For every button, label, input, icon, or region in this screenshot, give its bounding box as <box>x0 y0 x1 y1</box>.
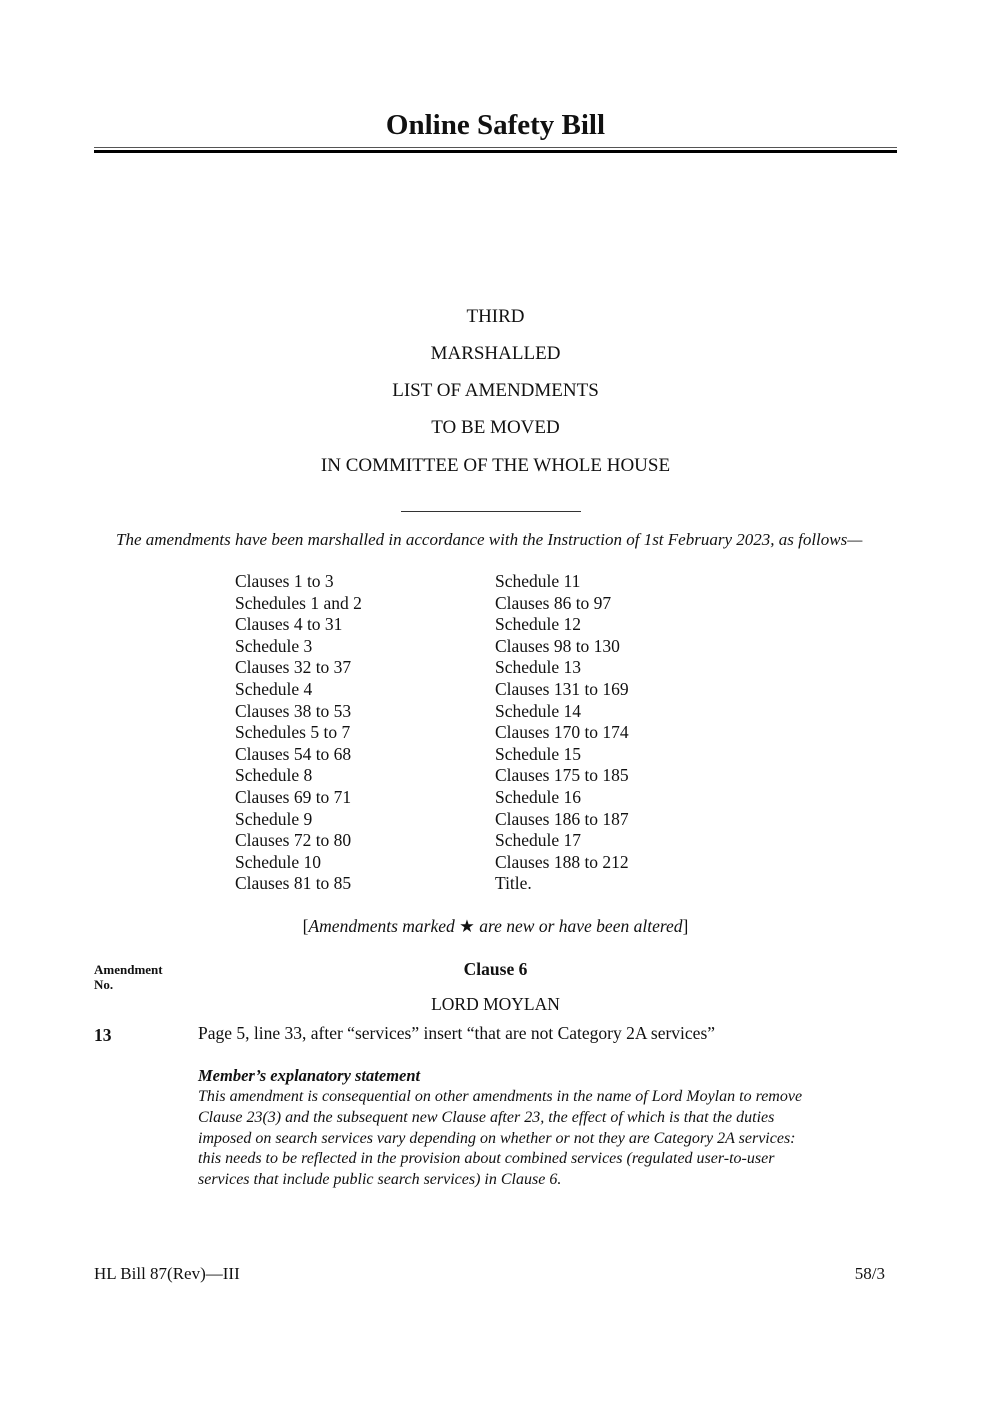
order-list-item: Clauses 81 to 85 <box>235 873 352 894</box>
statement-line: Clause 23(3) and the subsequent new Clause after 23, the effect of which is that the duties <box>198 1108 775 1126</box>
member-name: LORD MOYLAN <box>431 994 560 1014</box>
star-note-close-bracket: ] <box>682 916 689 936</box>
star-note <box>94 915 897 937</box>
order-list-item: Schedules 1 and 2 <box>235 592 362 613</box>
order-list-item: Schedule 11 <box>495 571 581 591</box>
order-list-item: Schedule 14 <box>495 700 582 721</box>
heading-line-marshalled: MARSHALLED <box>430 343 561 364</box>
amendment-label-line1: Amendment <box>94 962 163 977</box>
order-list-item: Clauses 54 to 68 <box>235 743 352 764</box>
order-list-item: Schedule 17 <box>495 830 582 851</box>
title-rule-thick <box>94 150 897 153</box>
order-list-left-column <box>235 571 362 895</box>
amendment-number: 13 <box>94 1025 112 1045</box>
order-list-item: Schedule 10 <box>235 851 322 872</box>
explanatory-statement-body <box>198 1087 898 1191</box>
star-note-text-after: are new or have been altered <box>474 916 683 936</box>
order-list-item: Clauses 38 to 53 <box>235 700 352 721</box>
statement-line: This amendment is consequential on other amendments in the name of Lord Moylan to remove <box>198 1088 803 1105</box>
explanatory-statement-heading: Member’s explanatory statement <box>198 1066 421 1085</box>
order-list-item: Clauses 32 to 37 <box>235 657 352 678</box>
heading-line-third: THIRD <box>466 306 525 327</box>
statement-line: this needs to be reflected in the provision about combined services (regulated user-to-user <box>198 1150 775 1168</box>
footer-bill-reference: HL Bill 87(Rev)—III <box>94 1264 240 1283</box>
order-list-item: Clauses 188 to 212 <box>495 851 629 872</box>
order-list-item: Clauses 131 to 169 <box>495 678 629 699</box>
order-list-item: Schedule 12 <box>495 614 582 635</box>
order-list-item: Schedule 13 <box>495 657 582 678</box>
order-list-item: Schedule 15 <box>495 743 582 764</box>
order-list-item: Schedule 9 <box>235 808 313 829</box>
order-list-item: Clauses 69 to 71 <box>235 786 352 807</box>
star-icon: ★ <box>459 916 475 936</box>
order-list-item: Schedule 4 <box>235 678 313 699</box>
marshalling-intro-text: The amendments have been marshalled in accordance with the Instruction of 1st February 2023, as follows— <box>116 530 863 549</box>
order-list-item: Clauses 186 to 187 <box>495 808 629 829</box>
order-list-item: Schedules 5 to 7 <box>235 722 351 743</box>
order-list-item: Schedule 16 <box>495 786 582 807</box>
marshalling-intro <box>94 529 897 550</box>
order-list-item: Clauses 1 to 3 <box>235 571 334 591</box>
order-list-right-column <box>495 571 629 895</box>
heading-line-list-of-amendments: LIST OF AMENDMENTS <box>392 380 599 401</box>
footer-page-reference: 58/3 <box>854 1264 885 1283</box>
statement-line: imposed on search services vary depending on whether or not they are Category 2A services: <box>198 1129 796 1147</box>
heading-line-committee: IN COMMITTEE OF THE WHOLE HOUSE <box>320 455 671 476</box>
order-list-item: Clauses 98 to 130 <box>495 635 620 656</box>
order-list-item: Clauses 72 to 80 <box>235 830 352 851</box>
star-note-text-before: Amendments marked <box>308 916 460 936</box>
title-rule-thin <box>94 147 897 148</box>
statement-line: services that include public search services) in Clause 6. <box>198 1171 562 1189</box>
order-list-item: Schedule 3 <box>235 635 313 656</box>
star-note-open-bracket: [ <box>302 916 309 936</box>
order-list-item: Clauses 170 to 174 <box>495 722 629 743</box>
heading-line-to-be-moved: TO BE MOVED <box>431 417 560 438</box>
clause-heading: Clause 6 <box>463 959 528 979</box>
document-title: Online Safety Bill <box>385 109 606 141</box>
amendment-text: Page 5, line 33, after “services” insert “that are not Category 2A services” <box>198 1023 716 1043</box>
order-list-item: Title. <box>495 873 532 894</box>
order-list-item: Clauses 86 to 97 <box>495 592 612 613</box>
amendment-label-line2: No. <box>94 977 114 992</box>
section-divider <box>401 511 581 512</box>
order-list-item: Clauses 4 to 31 <box>235 614 343 635</box>
order-list-item: Clauses 175 to 185 <box>495 765 629 786</box>
order-list-item: Schedule 8 <box>235 765 313 786</box>
